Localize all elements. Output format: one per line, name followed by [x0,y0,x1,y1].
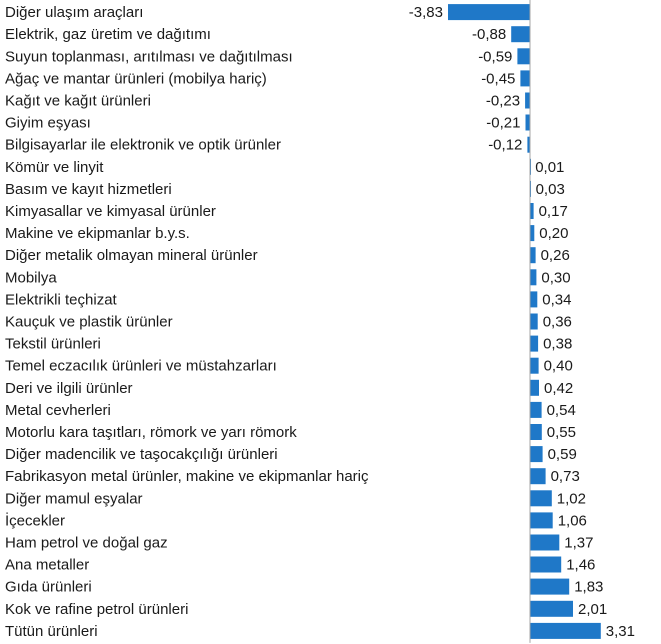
category-label: Diğer mamul eşyalar [5,490,143,508]
value-label: -0,12 [488,136,523,154]
value-label: 0,17 [538,203,568,220]
category-label: Mobilya [5,269,57,287]
value-label: 1,02 [556,490,587,508]
category-label: Kauçuk ve plastik ürünler [5,313,173,331]
category-label: İçecekler [5,512,66,530]
value-label: 0,20 [539,225,569,243]
bar [526,115,531,131]
bar [530,247,536,263]
value-label: 0,73 [550,468,580,486]
value-label: 0,30 [541,269,571,287]
bar [530,358,539,374]
category-label: Makine ve ekipmanlar b.y.s. [5,225,190,243]
value-label: 0,40 [543,357,573,375]
bar [530,336,538,352]
category-label: Motorlu kara taşıtları, römork ve yarı römork [5,424,297,441]
category-label: Kimyasallar ve kimyasal ürünler [5,203,216,220]
value-label: 0,01 [535,158,565,176]
bar [530,623,601,639]
category-label: Kağıt ve kağıt ürünleri [5,92,151,110]
category-label: Ağaç ve mantar ürünleri (mobilya hariç) [5,70,267,88]
value-label: 0,26 [540,247,570,265]
bar [530,269,536,285]
bar [517,48,530,64]
category-label: Diğer ulaşım araçları [5,4,144,22]
value-label: 0,54 [546,401,576,419]
category-label: Deri ve ilgili ürünler [5,379,133,397]
bar [530,490,552,506]
category-label: Giyim eşyası [5,114,91,132]
bar [448,4,530,20]
value-label: 0,03 [535,180,565,198]
category-label: Elektrikli teçhizat [5,291,117,309]
bar [530,535,559,551]
value-label: 1,06 [557,512,587,530]
value-label: 3,31 [605,622,636,640]
bar [530,314,538,330]
category-label: Basım ve kayıt hizmetleri [5,180,172,198]
category-label: Fabrikasyon metal ürünler, makine ve ekipmanlar hariç [5,468,369,486]
value-label: 1,37 [564,534,594,552]
bar [530,557,561,573]
category-label: Ham petrol ve doğal gaz [5,534,168,552]
value-label: -0,88 [471,26,507,44]
value-label: 0,55 [546,424,577,441]
value-label: 0,42 [544,379,574,397]
bar [530,601,573,617]
bar [530,468,546,484]
value-label: -0,23 [485,92,521,110]
category-label: Bilgisayarlar ile elektronik ve optik ürünler [5,136,281,154]
value-label: 1,46 [566,556,596,574]
value-label: 0,36 [542,313,572,331]
value-label: -3,83 [408,4,443,22]
category-label: Tekstil ürünleri [5,335,101,353]
value-label: 2,01 [578,600,608,618]
category-label: Kömür ve linyit [5,158,104,176]
value-label: -0,59 [478,48,513,66]
bar [530,225,534,241]
value-labels-group [409,4,635,640]
bar [530,579,569,595]
category-label: Elektrik, gaz üretim ve dağıtımı [5,26,211,44]
value-label: -0,45 [481,70,516,88]
bar [520,70,530,86]
value-label: -0,21 [486,114,521,132]
category-label: Kok ve rafine petrol ürünleri [5,600,189,618]
value-label: 0,38 [543,335,573,353]
category-label: Temel eczacılık ürünleri ve müstahzarları [5,357,277,375]
bar [530,402,542,418]
category-label: Tütün ürünleri [5,622,98,640]
category-label: Metal cevherleri [5,401,111,419]
bar [530,424,542,440]
bar [511,26,530,42]
category-label: Gıda ürünleri [5,578,92,596]
bar [530,203,534,219]
value-label: 0,34 [542,291,572,309]
bar [530,380,539,396]
category-label: Ana metaller [5,556,90,574]
bar [525,93,530,109]
bar [530,291,537,307]
category-label: Diğer metalik olmayan mineral ürünler [5,247,258,265]
value-label: 1,83 [574,578,604,596]
bar [530,512,553,528]
bar [530,446,543,462]
category-label: Diğer madencilik ve taşocakçılığı ürünleri [5,446,278,464]
value-label: 0,59 [547,446,577,464]
category-label: Suyun toplanması, arıtılması ve dağıtılması [5,48,293,66]
category-labels-group [5,4,369,640]
